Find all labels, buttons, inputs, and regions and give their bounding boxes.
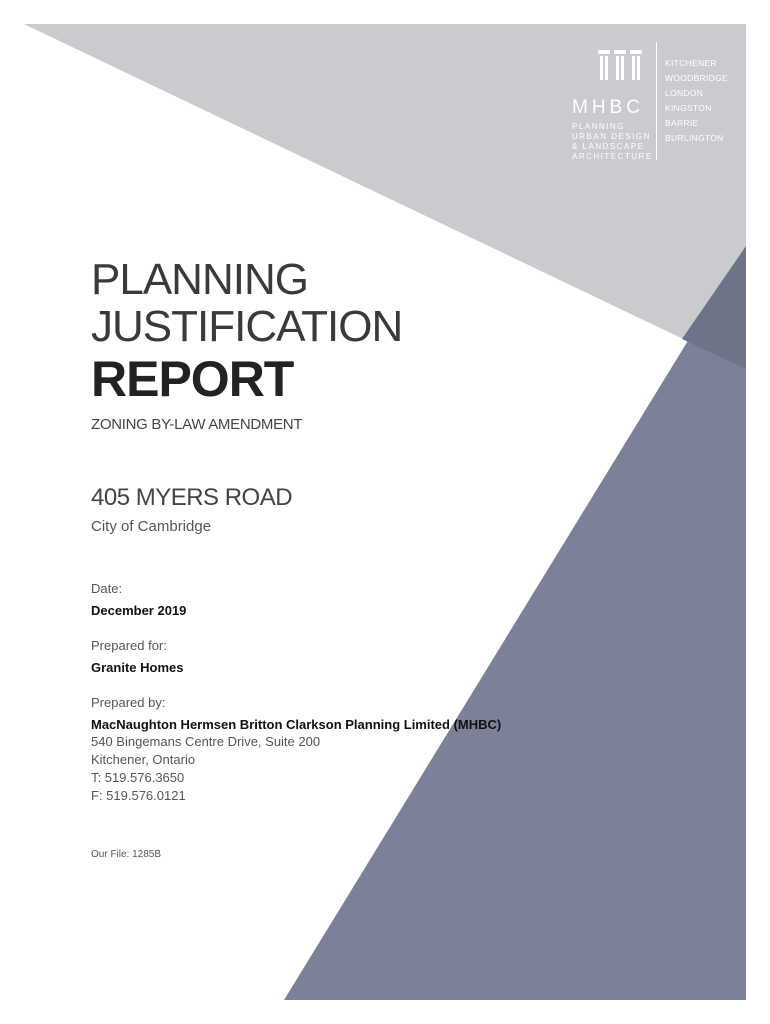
date-label: Date: bbox=[91, 581, 123, 596]
property-block bbox=[91, 484, 292, 535]
file-reference: Our File: 1285B bbox=[91, 849, 162, 860]
logo-divider bbox=[656, 42, 657, 160]
date-value: December 2019 bbox=[91, 603, 187, 618]
title-line-3: REPORT bbox=[91, 351, 294, 407]
logo-tagline: PLANNING URBAN DESIGN & LANDSCAPE ARCHITECTURE bbox=[572, 122, 653, 161]
mhbc-logo bbox=[572, 42, 742, 162]
prepared-by-label: Prepared by: bbox=[91, 695, 166, 710]
title-line-2: JUSTIFICATION bbox=[91, 302, 403, 351]
phone-number: T: 519.576.3650 bbox=[91, 770, 185, 785]
office-item: BARRIE bbox=[665, 118, 699, 128]
report-title bbox=[91, 256, 402, 433]
address-line-2: Kitchener, Ontario bbox=[91, 752, 196, 767]
fax-number: F: 519.576.0121 bbox=[91, 788, 186, 803]
prepared-for-value: Granite Homes bbox=[91, 660, 184, 675]
logo-wordmark: MHBC bbox=[572, 97, 644, 118]
office-item: KITCHENER bbox=[665, 58, 717, 68]
property-city: City of Cambridge bbox=[91, 518, 212, 535]
title-line-1: PLANNING bbox=[91, 255, 308, 304]
report-subtitle: ZONING BY-LAW AMENDMENT bbox=[91, 416, 303, 433]
report-details bbox=[91, 580, 501, 805]
office-item: BURLINGTON bbox=[665, 133, 724, 143]
office-item: KINGSTON bbox=[665, 103, 712, 113]
office-list bbox=[665, 56, 728, 146]
prepared-by-value: MacNaughton Hermsen Britton Clarkson Planning Limited (MHBC) bbox=[91, 717, 502, 732]
mhbc-columns-icon bbox=[596, 48, 644, 84]
prepared-for-label: Prepared for: bbox=[91, 638, 167, 653]
office-item: WOODBRIDGE bbox=[665, 73, 728, 83]
property-address: 405 MYERS ROAD bbox=[91, 484, 293, 511]
address-line-1: 540 Bingemans Centre Drive, Suite 200 bbox=[91, 734, 321, 749]
report-cover bbox=[24, 24, 746, 1000]
office-item: LONDON bbox=[665, 88, 704, 98]
